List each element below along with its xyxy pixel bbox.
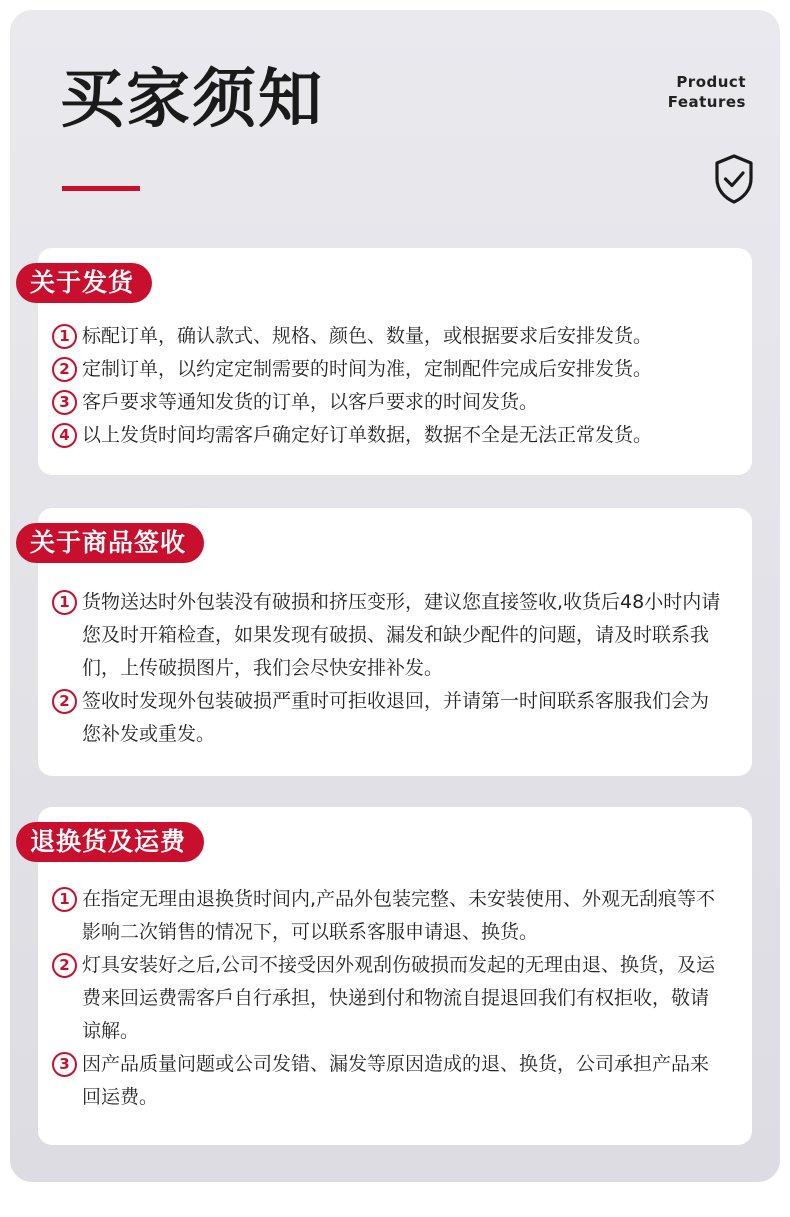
section-tag: 关于发货 bbox=[16, 263, 152, 303]
number-badge: 3 bbox=[52, 390, 77, 415]
item-text: 客戶要求等通知发货的订单，以客戶要求的时间发货。 bbox=[82, 391, 539, 413]
item-text: 灯具安装好之后,公司不接受因外观刮伤破损而发起的无理由退、换货，及运费来回运费需客戶自行承担，快递到付和物流自提退回我们有权拒收，敬请谅解。 bbox=[82, 954, 716, 1042]
shield-check-icon bbox=[713, 153, 755, 205]
item-text: 定制订单，以约定定制需要的时间为准，定制配件完成后安排发货。 bbox=[82, 358, 653, 380]
section-tag: 退换货及运费 bbox=[16, 822, 204, 862]
page-title: 买家须知 bbox=[60, 63, 324, 137]
number-badge: 2 bbox=[52, 953, 77, 978]
section-returns bbox=[30, 807, 752, 1145]
returns-list bbox=[52, 883, 724, 1114]
product-features-label bbox=[668, 72, 746, 112]
item-text: 签收时发现外包装破损严重时可拒收退回，并请第一时间联系客服我们会为您补发或重发。 bbox=[82, 690, 710, 745]
features-line-1: Product bbox=[676, 73, 746, 91]
list-item bbox=[52, 685, 724, 751]
number-badge: 1 bbox=[52, 590, 77, 615]
section-tag: 关于商品签收 bbox=[16, 523, 204, 563]
list-item bbox=[52, 419, 724, 452]
number-badge: 1 bbox=[52, 887, 77, 912]
title-accent-line bbox=[62, 186, 140, 191]
section-shipping bbox=[30, 248, 752, 475]
item-text: 货物送达时外包装没有破损和挤压变形，建议您直接签收,收货后48小时内请您及时开箱检查，如果发现有破损、漏发和缺少配件的问题，请及时联系我们，上传破损图片，我们会尽快安排补发。 bbox=[82, 591, 721, 679]
list-item bbox=[52, 586, 724, 685]
number-badge: 3 bbox=[52, 1052, 77, 1077]
list-item bbox=[52, 386, 724, 419]
list-item bbox=[52, 949, 724, 1048]
list-item bbox=[52, 353, 724, 386]
number-badge: 2 bbox=[52, 689, 77, 714]
number-badge: 4 bbox=[52, 423, 77, 448]
item-text: 以上发货时间均需客戶确定好订单数据，数据不全是无法正常发货。 bbox=[82, 424, 653, 446]
item-text: 标配订单，确认款式、规格、颜色、数量，或根据要求后安排发货。 bbox=[82, 325, 653, 347]
list-item bbox=[52, 883, 724, 949]
number-badge: 1 bbox=[52, 324, 77, 349]
item-text: 在指定无理由退换货时间内,产品外包装完整、未安装使用、外观无刮痕等不影响二次销售的情况下，可以联系客服申请退、换货。 bbox=[82, 888, 716, 943]
number-badge: 2 bbox=[52, 357, 77, 382]
section-receipt bbox=[30, 508, 752, 776]
features-line-2: Features bbox=[667, 93, 746, 111]
list-item bbox=[52, 1048, 724, 1114]
shipping-list bbox=[52, 320, 724, 452]
list-item bbox=[52, 320, 724, 353]
receipt-list bbox=[52, 586, 724, 751]
item-text: 因产品质量问题或公司发错、漏发等原因造成的退、换货，公司承担产品来回运费。 bbox=[82, 1053, 710, 1108]
